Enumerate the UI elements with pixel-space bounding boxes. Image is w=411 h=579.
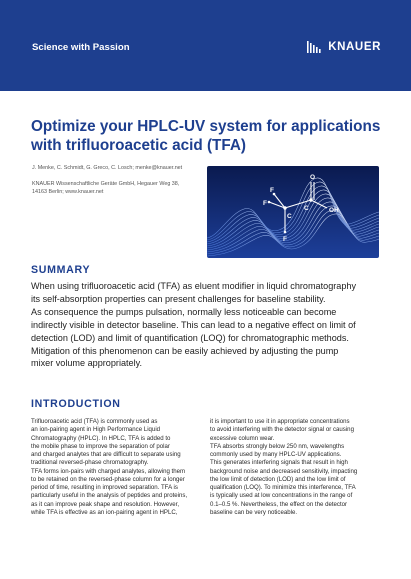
introduction-heading: INTRODUCTION bbox=[31, 398, 121, 410]
intro-line: baseline can be very noticeable. bbox=[210, 508, 298, 516]
summary-line: As consequence the pumps pulsation, normally less noticeable can become bbox=[31, 306, 337, 317]
intro-left-column bbox=[31, 418, 203, 517]
intro-line: This generates interfering signals that result in high bbox=[210, 459, 348, 467]
fluorine-label: F bbox=[270, 187, 274, 194]
intro-line: Chromatography (HPLC). In HPLC, TFA is added to bbox=[31, 434, 171, 442]
title-line: with trifluoroacetic acid (TFA) bbox=[31, 137, 247, 154]
intro-line: to be retained on the reversed-phase column for a longer bbox=[31, 475, 185, 483]
intro-line: particularly useful in the analysis of peptides and proteins, bbox=[31, 492, 188, 500]
summary-line: mixer volume appropriately. bbox=[31, 358, 143, 369]
intro-line: background noise and decreased sensitivity, impacting bbox=[210, 467, 358, 475]
summary-line: Mitigation of this phenomenon can be easily achieved by adjusting the pump bbox=[31, 345, 339, 356]
intro-line: TFA forms ion-pairs with charged analytes, allowing them bbox=[31, 467, 186, 475]
tagline: Science with Passion bbox=[32, 42, 130, 53]
knauer-logo-mark-icon bbox=[306, 40, 324, 54]
intro-line: traditional reversed-phase chromatography. bbox=[31, 459, 149, 467]
affiliation bbox=[32, 181, 222, 196]
affiliation-line: 14163 Berlin; www.knauer.net bbox=[32, 188, 104, 195]
carbon-label: C bbox=[287, 213, 292, 220]
title-line: Optimize your HPLC-UV system for applications bbox=[31, 118, 381, 135]
intro-line: and charged analytes that are difficult to separate using bbox=[31, 451, 181, 458]
tfa-molecule-figure bbox=[207, 166, 379, 258]
hydroxyl-label: OH bbox=[329, 207, 339, 214]
intro-line: an ion-pairing agent in High Performance Liquid bbox=[31, 426, 161, 434]
intro-right-column bbox=[210, 418, 382, 517]
intro-line: to avoid interfering with the detector signal or causing bbox=[210, 426, 354, 434]
intro-line: the low limit of detection (LOD) and the low limit of bbox=[210, 475, 346, 483]
intro-line: while TFA is effective as an ion-pairing agent in HPLC, bbox=[31, 508, 178, 516]
knauer-logo bbox=[306, 40, 381, 54]
summary-line: detection (LOD) and limit of quantification (LOQ) for chromatographic methods. bbox=[31, 332, 349, 343]
authors: J. Menke, C. Schmidt, G. Greco, C. Losch; menke@knauer.net bbox=[32, 165, 183, 171]
summary-text bbox=[31, 280, 386, 370]
intro-line: excessive column wear. bbox=[210, 434, 275, 442]
intro-line: is typically used at low concentrations in the range of bbox=[210, 492, 353, 500]
summary-line: When using trifluoroacetic acid (TFA) as eluent modifier in liquid chromatography bbox=[31, 281, 356, 291]
intro-line: 0.1–0.5 %. Nevertheless, the effect on the detector bbox=[210, 500, 348, 508]
logo-text: KNAUER bbox=[328, 41, 381, 53]
affiliation-line: KNAUER Wissenschaftliche Geräte GmbH, Hegauer Weg 38, bbox=[32, 181, 180, 187]
intro-line: as it can improve peak shape and resolution. However, bbox=[31, 500, 180, 508]
fluorine-label: F bbox=[263, 200, 267, 207]
fluorine-label: F bbox=[283, 236, 287, 243]
page-title bbox=[31, 117, 391, 155]
summary-heading: SUMMARY bbox=[31, 264, 91, 276]
intro-line: it is important to use it in appropriate concentrations bbox=[210, 418, 350, 425]
summary-line: its self-absorption properties can present challenges for baseline stability. bbox=[31, 293, 326, 304]
intro-line: qualification (LOQ). To minimize this interference, TFA bbox=[210, 484, 356, 491]
intro-line: commonly used by many HPLC-UV applications. bbox=[210, 451, 342, 458]
carbon-label: C bbox=[304, 205, 309, 212]
intro-line: Trifluoroacetic acid (TFA) is commonly used as bbox=[31, 418, 158, 425]
intro-line: period of time, resulting in improved separation. TFA is bbox=[31, 484, 178, 491]
intro-line: TFA absorbs strongly below 250 nm, wavelengths bbox=[210, 442, 345, 450]
oxygen-label: O bbox=[310, 174, 316, 181]
intro-line: the mobile phase to improve the separation of polar bbox=[31, 442, 170, 450]
summary-line: indirectly visible in detector baseline. This can lead to a negative effect on limit of bbox=[31, 319, 356, 330]
header-banner bbox=[0, 0, 411, 91]
